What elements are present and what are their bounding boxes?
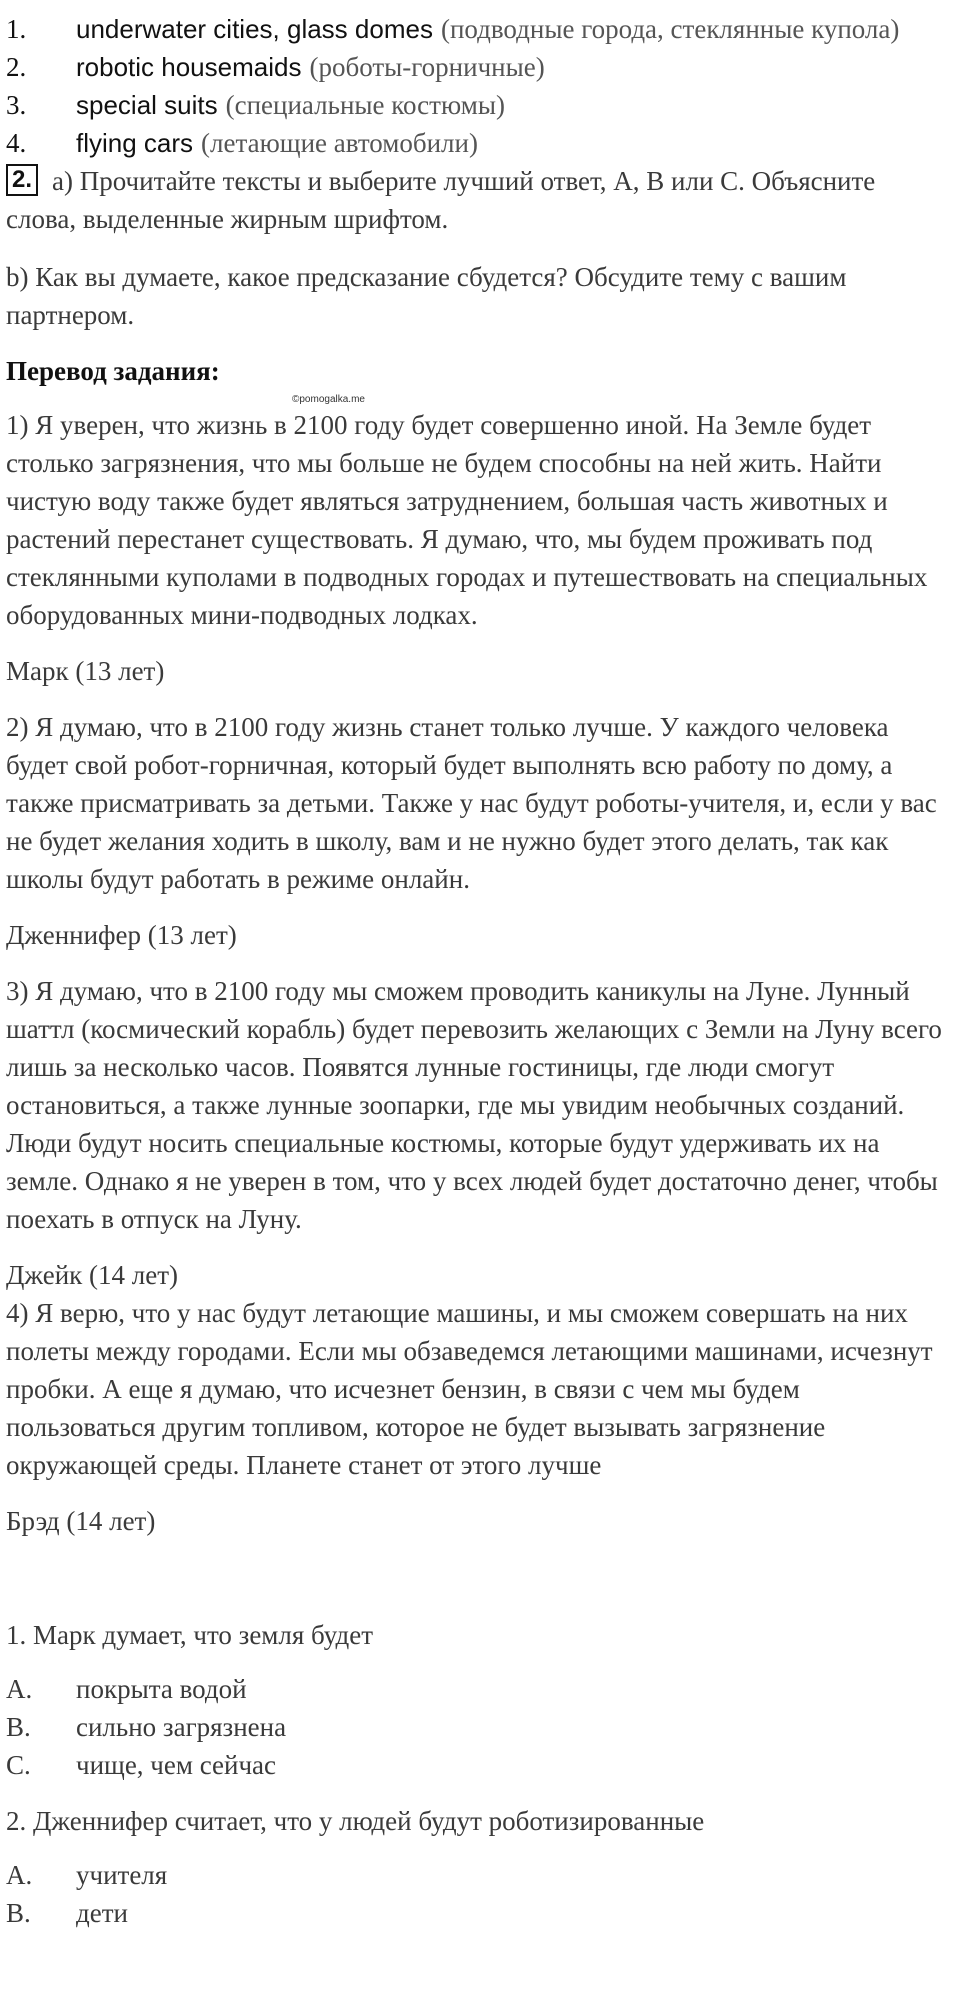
answer-option <box>6 1856 950 1894</box>
question-prompt: 2. Дженнифер считает, что у людей будут роботизированные <box>6 1806 705 1836</box>
translation-heading: Перевод задания: <box>6 356 220 386</box>
option-letter: B. <box>6 1712 31 1742</box>
vocab-number: 4. <box>6 128 27 158</box>
option-letter: C. <box>6 1750 31 1780</box>
vocab-russian: (подводные города, стеклянные купола) <box>440 14 900 44</box>
answer-option <box>6 1670 950 1708</box>
vocab-english: flying cars <box>76 128 194 158</box>
vocab-russian: (роботы-горничные) <box>309 52 545 82</box>
watermark: ©pomogalka.me <box>292 394 365 405</box>
text-author: Марк (13 лет) <box>6 656 165 686</box>
option-text: чище, чем сейчас <box>76 1750 276 1780</box>
task-part-a-text: a) Прочитайте тексты и выберите лучший ответ, A, B или C. Объясните слова, выделенные жирным шрифтом. <box>6 166 876 234</box>
text-paragraph: 1) Я уверен, что жизнь в 2100 году будет совершенно иной. На Земле будет столько загрязнения, что мы больше не будем способны на ней жить. Найти чистую воду также будет являться затруднением, большая часть животных и растений перестанет существовать. Я думаю, что, мы будем проживать под стеклянными куполами в подводных городах и путешествовать на специальных оборудованных мини-подводных лодках. <box>6 410 928 630</box>
option-letter: B. <box>6 1898 31 1928</box>
vocab-number: 3. <box>6 90 27 120</box>
vocab-item <box>6 48 950 86</box>
vocab-item <box>6 124 950 162</box>
text-paragraph: 4) Я верю, что у нас будут летающие машины, и мы сможем совершать на них полеты между городами. Если мы обзаведемся летающими машинами, исчезнут пробки. А еще я думаю, что исчезнет бензин, в связи с чем мы будем пользоваться другим топливом, которое не будет вызывать загрязнение окружающей среды. Планете станет от этого лучше <box>6 1298 933 1480</box>
text-author: Брэд (14 лет) <box>6 1506 156 1536</box>
option-text: покрыта водой <box>76 1674 247 1704</box>
vocab-item <box>6 10 950 48</box>
question-options <box>6 1670 950 1784</box>
vocab-russian: (летающие автомобили) <box>201 128 478 158</box>
option-text: дети <box>76 1898 128 1928</box>
option-letter: A. <box>6 1674 33 1704</box>
answer-option <box>6 1708 950 1746</box>
spacer <box>6 1540 950 1616</box>
option-text: учителя <box>76 1860 168 1890</box>
text-paragraph: 3) Я думаю, что в 2100 году мы сможем проводить каникулы на Луне. Лунный шаттл (космический корабль) будет перевозить желающих с Земли на Луну всего лишь за несколько часов. Появятся лунные гостиницы, где люди смогут остановиться, а также лунные зоопарки, где мы увидим необычных созданий. Люди будут носить специальные костюмы, которые будут удерживать их на земле. Однако я не уверен в том, что у всех людей будет достаточно денег, чтобы поехать в отпуск на Луну. <box>6 976 942 1234</box>
vocab-english: special suits <box>76 90 218 120</box>
question-prompt: 1. Марк думает, что земля будет <box>6 1620 374 1650</box>
option-text: сильно загрязнена <box>76 1712 287 1742</box>
text-paragraph: 2) Я думаю, что в 2100 году жизнь станет только лучше. У каждого человека будет свой робот-горничная, который будет выполнять всю работу по дому, а также присматривать за детьми. Также у нас будут роботы-учителя, и, если у вас не будет желания ходить в школу, вам и не нужно будет этого делать, так как школы будут работать в режиме онлайн. <box>6 712 937 894</box>
task-instruction-a <box>6 162 950 238</box>
option-letter: A. <box>6 1860 33 1890</box>
vocab-number: 2. <box>6 52 27 82</box>
vocab-russian: (специальные костюмы) <box>225 90 505 120</box>
question-options <box>6 1856 950 1932</box>
vocab-english: robotic housemaids <box>76 52 302 82</box>
vocab-english: underwater cities, glass domes <box>76 14 433 44</box>
text-author: Джейк (14 лет) <box>6 1260 179 1290</box>
vocab-item <box>6 86 950 124</box>
answer-option <box>6 1746 950 1784</box>
document-page <box>6 10 950 1932</box>
task-instruction-b: b) Как вы думаете, какое предсказание сбудется? Обсудите тему с вашим партнером. <box>6 262 847 330</box>
vocab-number: 1. <box>6 14 27 44</box>
task-number-badge: 2. <box>6 164 38 196</box>
vocabulary-list <box>6 10 950 162</box>
text-author: Дженнифер (13 лет) <box>6 920 237 950</box>
answer-option <box>6 1894 950 1932</box>
